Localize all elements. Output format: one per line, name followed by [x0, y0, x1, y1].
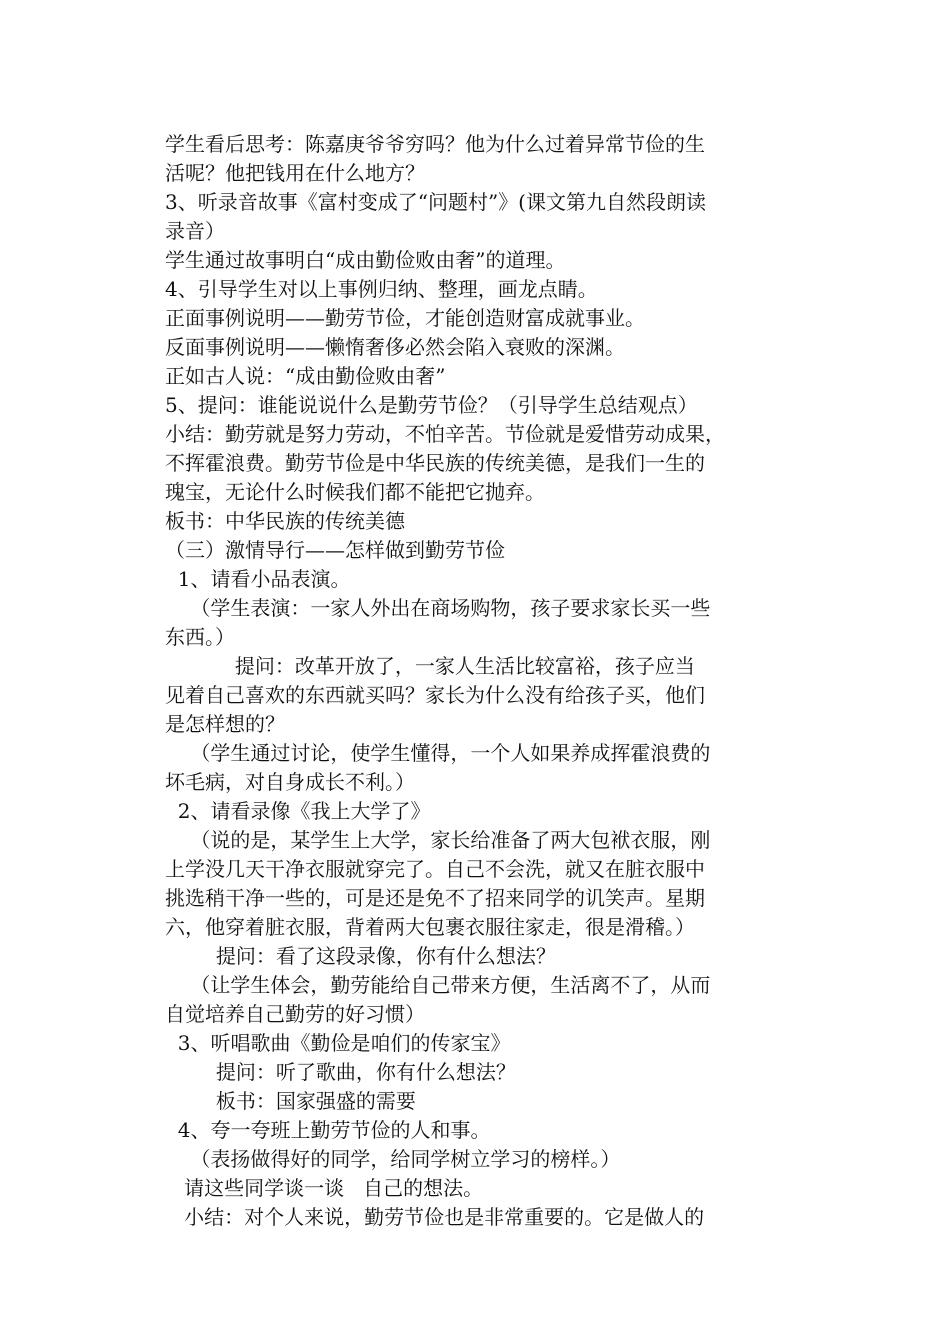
text-line: 1、请看小品表演。: [165, 567, 351, 591]
text-line: 瑰宝，无论什么时候我们都不能把它抛弃。: [165, 480, 545, 504]
text-line: 坏毛病，对自身成长不利。）: [165, 770, 415, 794]
text-line: 反面事例说明——懒惰奢侈必然会陷入衰败的深渊。: [165, 335, 625, 359]
document-body: [165, 130, 790, 1232]
text-line: （让学生体会，勤劳能给自己带来方便，生活离不了，从而: [165, 973, 711, 997]
text-line: 提问：改革开放了，一家人生活比较富裕，孩子应当: [165, 654, 695, 678]
text-line: （学生通过讨论，使学生懂得，一个人如果养成挥霍浪费的: [165, 741, 711, 765]
text-line: 小结：勤劳就是努力劳动，不怕辛苦。节俭就是爱惜劳动成果，: [165, 422, 725, 446]
text-line: 活呢？他把钱用在什么地方？: [165, 161, 425, 185]
text-line: 不挥霍浪费。勤劳节俭是中华民族的传统美德，是我们一生的: [165, 451, 705, 475]
text-line: 自觉培养自己勤劳的好习惯）: [165, 1002, 425, 1026]
text-line: 录音）: [165, 219, 225, 243]
text-line: 六，他穿着脏衣服，背着两大包裹衣服往家走，很是滑稽。）: [165, 915, 695, 939]
text-line: 板书：中华民族的传统美德: [165, 509, 405, 533]
text-line: 4、夸一夸班上勤劳节俭的人和事。: [165, 1118, 491, 1142]
text-line: 正面事例说明——勤劳节俭，才能创造财富成就事业。: [165, 306, 645, 330]
text-line: 板书：国家强盛的需要: [165, 1089, 416, 1113]
text-line: 东西。）: [165, 625, 235, 649]
text-line: 提问：听了歌曲，你有什么想法？: [165, 1060, 516, 1084]
text-line: （表扬做得好的同学，给同学树立学习的榜样。）: [165, 1147, 621, 1171]
text-line: 5、提问：谁能说说什么是勤劳节俭？（引导学生总结观点）: [165, 393, 698, 417]
text-line: 是怎样想的？: [165, 712, 285, 736]
text-line: 请这些同学谈一谈 自己的想法。: [165, 1176, 484, 1200]
text-line: 学生看后思考：陈嘉庚爷爷穷吗？他为什么过着异常节俭的生: [165, 132, 705, 156]
text-line: 上学没几天干净衣服就穿完了。自己不会洗，就又在脏衣服中: [165, 857, 705, 881]
text-line: 2、请看录像《我上大学了》: [165, 799, 431, 823]
text-line: （学生表演：一家人外出在商场购物，孩子要求家长买一些: [165, 596, 711, 620]
text-line: （三）激情导行——怎样做到勤劳节俭: [165, 538, 505, 562]
text-line: 见着自己喜欢的东西就买吗？家长为什么没有给孩子买，他们: [165, 683, 705, 707]
text-line: 小结：对个人来说，勤劳节俭也是非常重要的。它是做人的: [165, 1205, 705, 1229]
text-line: 挑选稍干净一些的，可是还是免不了招来同学的讥笑声。星期: [165, 886, 705, 910]
text-line: 3、听录音故事《富村变成了“问题村”》(课文第九自然段朗读: [165, 190, 706, 214]
text-line: 学生通过故事明白“成由勤俭败由奢”的道理。: [165, 248, 566, 272]
text-line: 4、引导学生对以上事例归纳、整理，画龙点睛。: [165, 277, 598, 301]
text-line: 提问：看了这段录像，你有什么想法？: [165, 944, 556, 968]
text-line: （说的是，某学生上大学，家长给准备了两大包袱衣服，刚: [165, 828, 711, 852]
text-line: 正如古人说：“成由勤俭败由奢”: [165, 364, 446, 388]
text-line: 3、听唱歌曲《勤俭是咱们的传家宝》: [165, 1031, 511, 1055]
